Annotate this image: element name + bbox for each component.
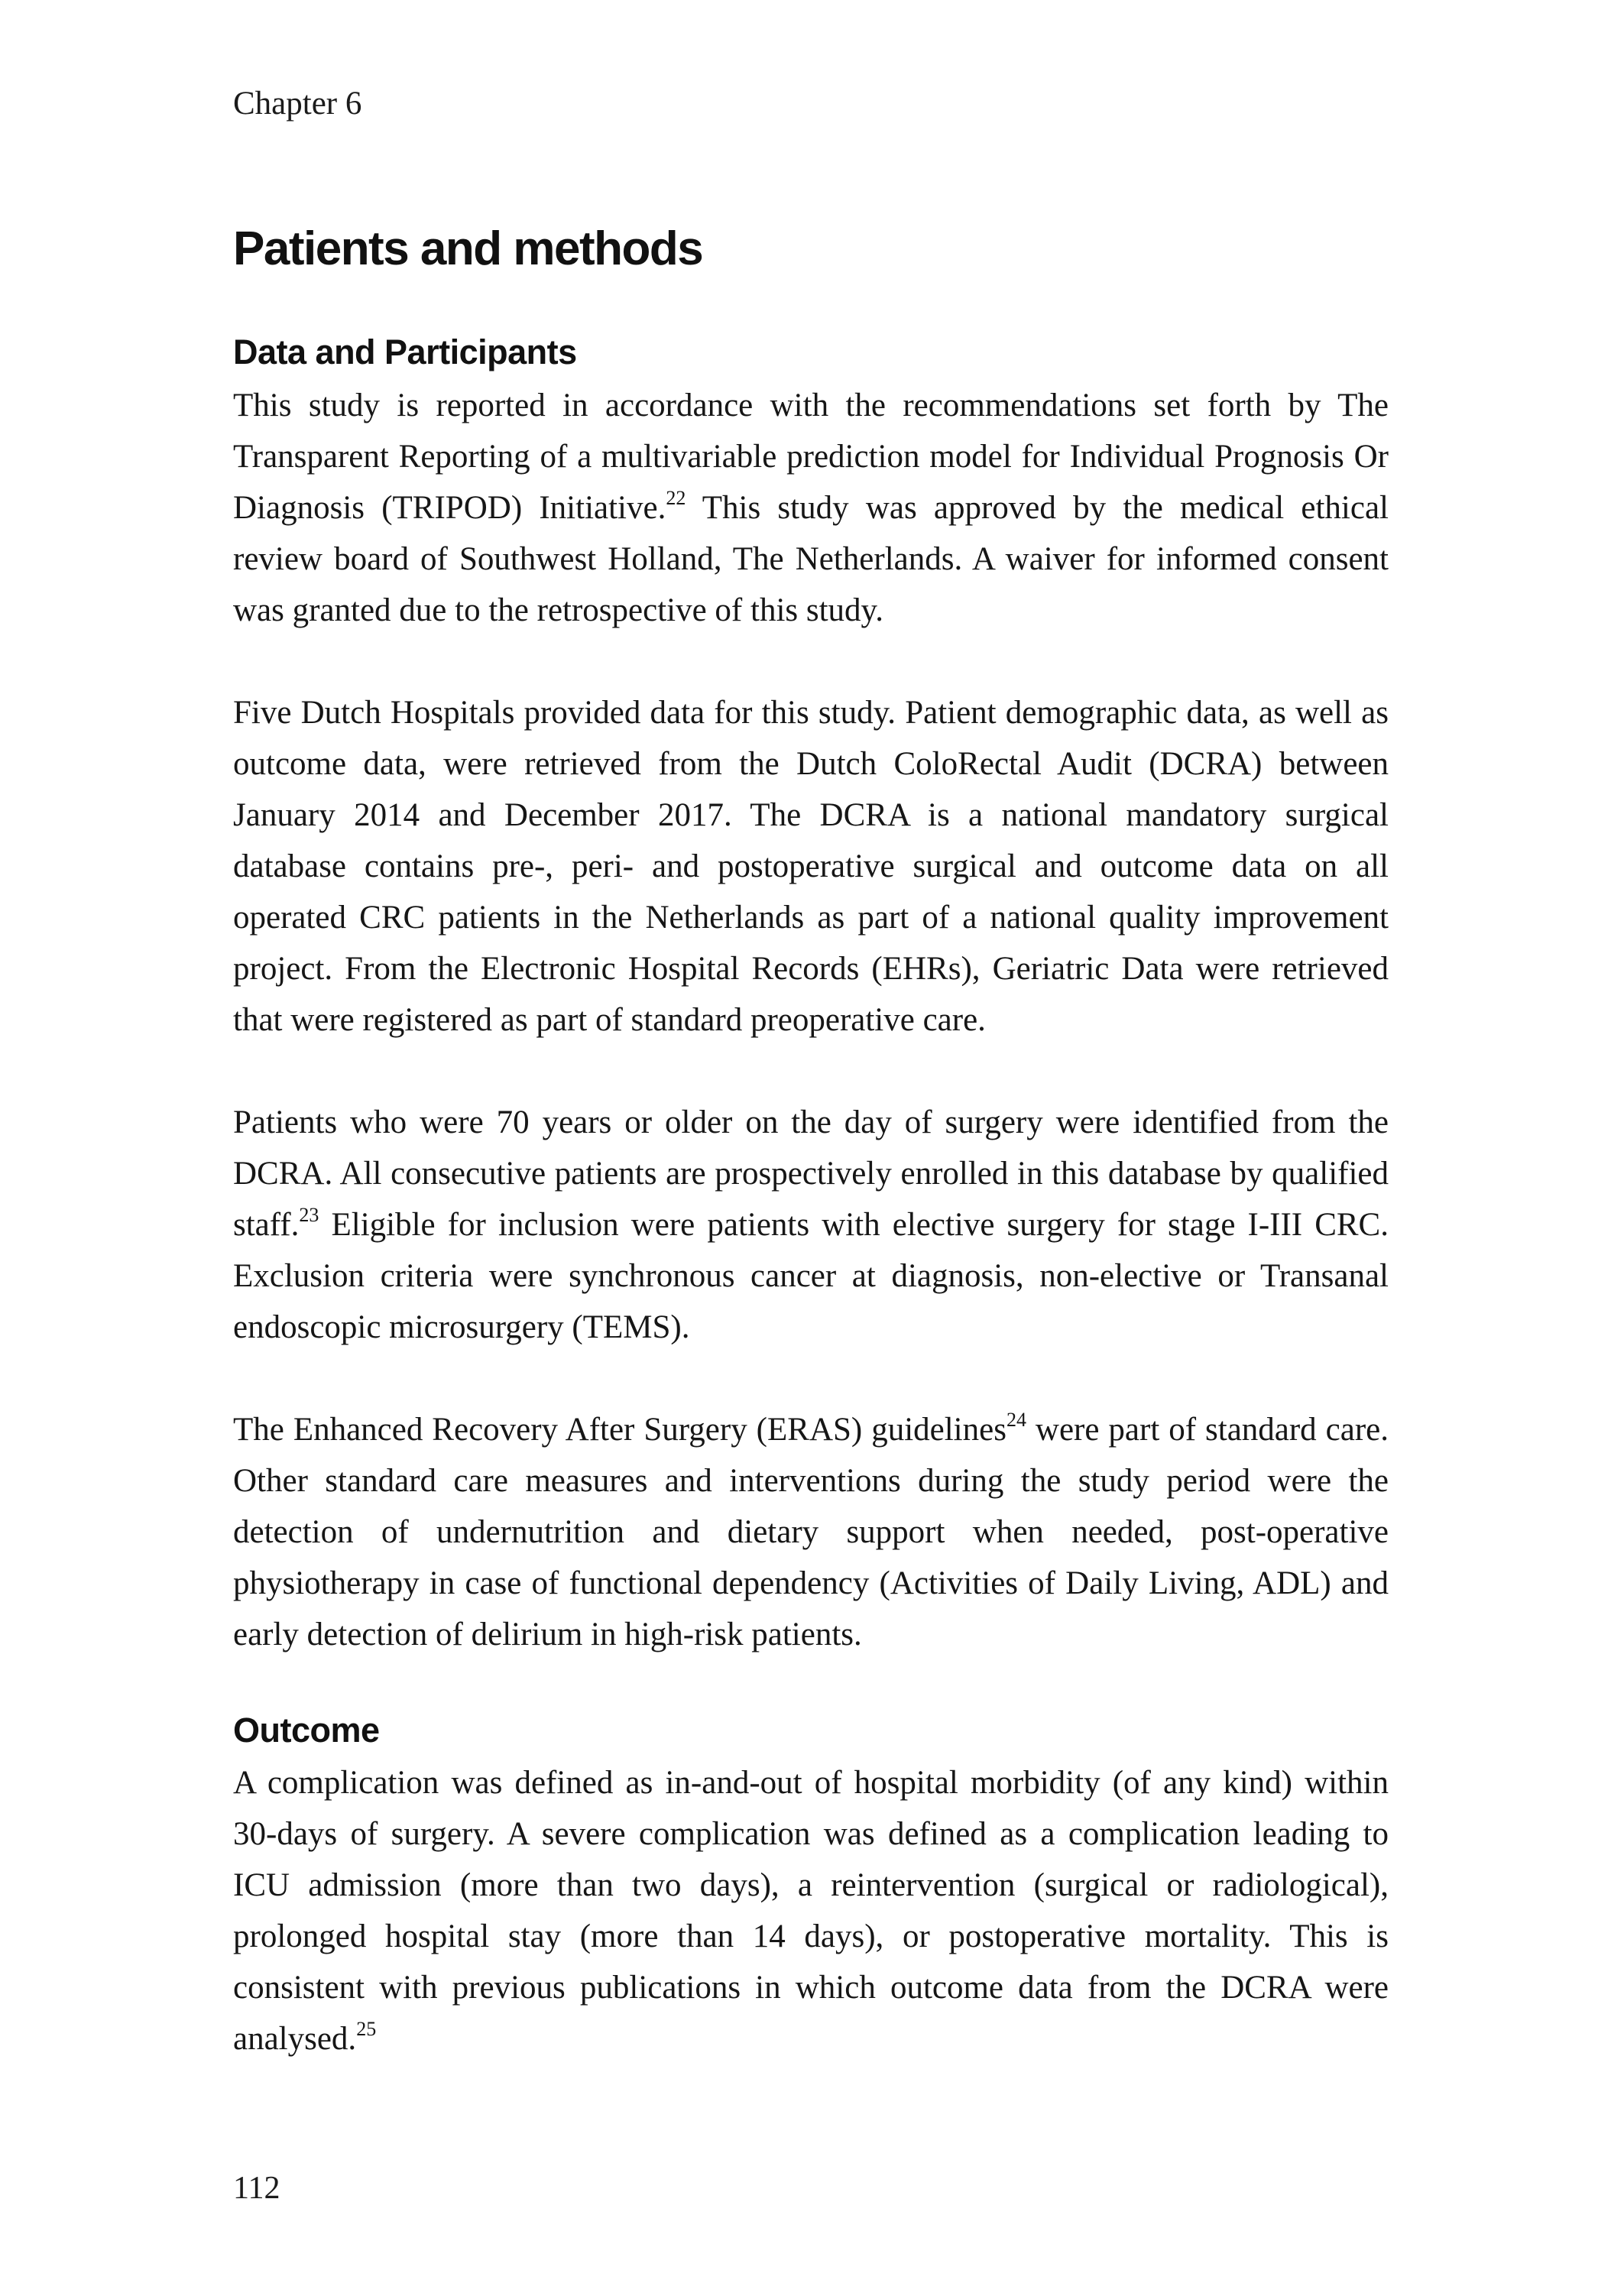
text-column	[233, 0, 1389, 2064]
page-number: 112	[233, 2171, 280, 2206]
body-paragraph: Five Dutch Hospitals provided data for this study. Patient demographic data, as well as outcome data, were retrieved from the Dutch ColoRectal Audit (DCRA) between January 2014 and December 2017. The DCRA is a national mandatory surgical database contains pre-, peri- and postoperative surgical and outcome data on all operated CRC patients in the Netherlands as part of a national quality improvement project. From the Electronic Hospital Records (EHRs), Geriatric Data were retrieved that were registered as part of standard preoperative care.	[233, 694, 1389, 1038]
body-paragraph: The Enhanced Recovery After Surgery (ERAS) guidelines$^{24}$ were part of standard care. Other standard care measures and interventions during the study period were the detection of undernutrition and dietary support when needed, post-operative physiotherapy in case of functional dependency (Activities of Daily Living, ADL) and early detection of delirium in high-risk patients.	[233, 1408, 1389, 1652]
section-heading: Outcome	[233, 1710, 380, 1750]
reference-superscript: 24	[1006, 1408, 1026, 1431]
body-paragraph: This study is reported in accordance with the recommendations set forth by The Transparent Reporting of a multivariable prediction model for Individual Prognosis Or Diagnosis (TRIPOD) Initiative.$^{22}$ This study was approved by the medical ethical review board of Southwest Holland, The Netherlands. A waiver for informed consent was granted due to the retrospective of this study.	[233, 387, 1389, 628]
sections-container	[233, 332, 1389, 2065]
section-heading: Data and Participants	[233, 332, 577, 371]
reference-superscript: 25	[356, 2018, 377, 2041]
page-title: Patients and methods	[233, 222, 703, 275]
body-paragraph: A complication was defined as in-and-out of hospital morbidity (of any kind) within 30-days of surgery. A severe complication was defined as a complication leading to ICU admission (more than two days), a reintervention (surgical or radiological), prolonged hospital stay (more than 14 days), or postoperative mortality. This is consistent with previous publications in which outcome data from the DCRA were analysed.$^{25}$	[233, 1765, 1389, 2058]
reference-superscript: 23	[299, 1203, 319, 1226]
reference-superscript: 22	[666, 486, 686, 509]
body-paragraph: Patients who were 70 years or older on the day of surgery were identified from the DCRA. All consecutive patients are prospectively enrolled in this database by qualified staff.$^{23}$ Eligible for inclusion were patients with elective surgery for stage I-III CRC. Exclusion criteria were synchronous cancer at diagnosis, non-elective or Transanal endoscopic microsurgery (TEMS).	[233, 1104, 1389, 1345]
chapter-label: Chapter 6	[233, 86, 362, 122]
